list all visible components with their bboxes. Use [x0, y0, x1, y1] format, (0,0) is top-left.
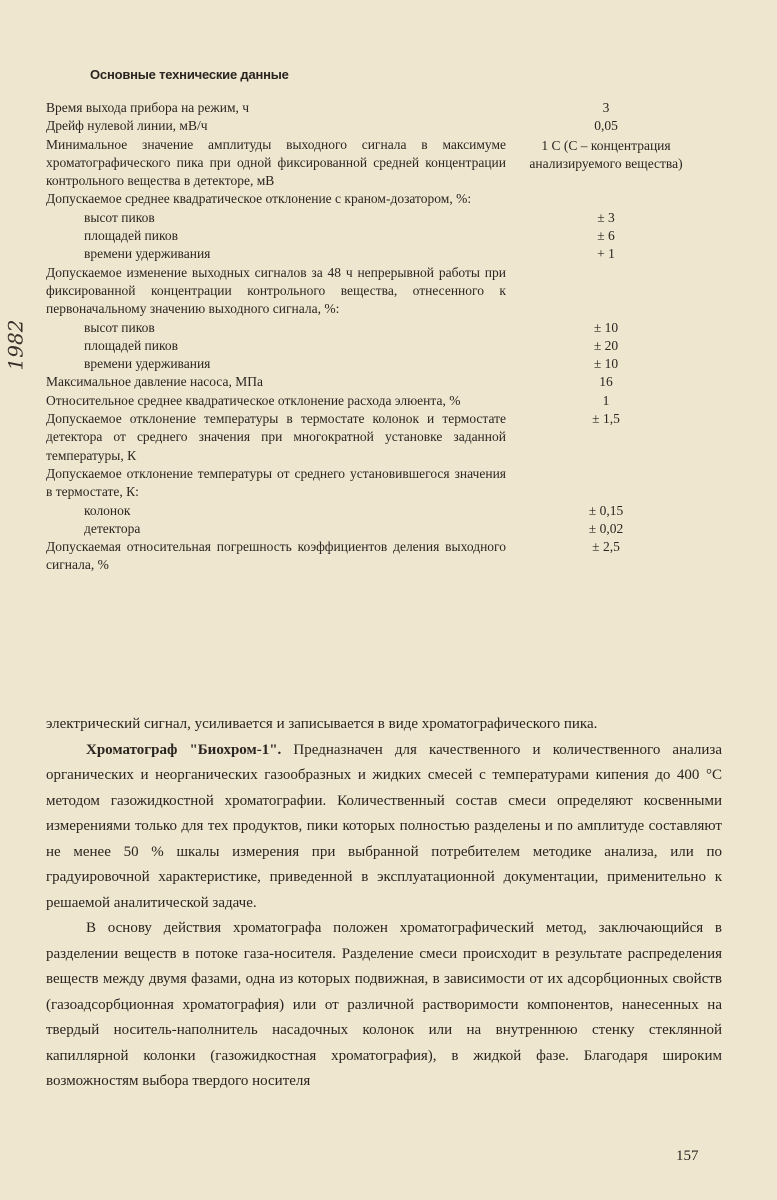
spec-row: [46, 209, 706, 227]
spec-label: Относительное среднее квадратическое отклонение расхода элюента, %: [46, 392, 461, 408]
spec-table: [46, 99, 706, 575]
spec-row: [46, 355, 706, 373]
spec-label: Допускаемое среднее квадратическое отклонение с краном-дозатором, %:: [46, 191, 472, 207]
spec-value: [506, 190, 706, 208]
spec-row: [46, 264, 706, 319]
spec-label: Минимальное значение амплитуды выходного сигнала в максимуме хроматографического пика при одной фиксированной средней концентрации контрольного вещества в детекторе, мВ: [46, 136, 506, 189]
spec-value: 0,05: [594, 118, 618, 134]
spec-value: ± 20: [593, 337, 619, 353]
body-text: [46, 712, 722, 1095]
spec-label: высот пиков: [84, 319, 155, 335]
spec-value: 1: [602, 392, 610, 408]
spec-row: [46, 245, 706, 263]
spec-label: времени удерживания: [84, 356, 211, 372]
spec-row: [46, 502, 706, 520]
margin-note-text: 1982: [3, 319, 27, 371]
spec-label: Допускаемое отклонение температуры в термостате колонок и термостате детектора от среднего значения при многократной установке заданной температуры, К: [46, 411, 506, 463]
spec-value: 1 С (С – концентрация анализируемого вещества): [529, 137, 683, 171]
spec-value: [506, 465, 706, 502]
spec-value: ± 6: [597, 228, 615, 244]
handwritten-margin-note: [2, 300, 28, 390]
spec-value: ± 10: [593, 319, 619, 335]
spec-value: 3: [602, 100, 610, 115]
spec-value: 16: [599, 374, 613, 390]
spec-label: Максимальное давление насоса, МПа: [46, 374, 263, 390]
spec-value: ± 0,02: [588, 520, 624, 536]
spec-value: ± 0,15: [588, 502, 624, 518]
spec-value: ± 3: [597, 209, 615, 225]
spec-label: Допускаемое изменение выходных сигналов за 48 ч непрерывной работы при фиксированной концентрации контрольного вещества, отнесенного к первоначальному значению выходного сигнала, %:: [46, 264, 506, 317]
spec-value: ± 1,5: [592, 411, 620, 427]
spec-heading: Основные технические данные: [90, 67, 289, 82]
paragraph: электрический сигнал, усиливается и записывается в виде хроматографического пика.: [46, 716, 598, 732]
page-number: 157: [676, 1148, 699, 1164]
spec-label: колонок: [84, 502, 131, 518]
paragraph-text: Предназначен для качественного и количественного анализа органических и неорганических газообразных и жидких смесей с температурами кипения до 400 °С методом газожидкостной хроматографии. Количественный состав смеси определяют косвенными измерениями только для тех продуктов, пики которых полностью разделены и по амплитуде составляют не менее 50 % шкалы измерения при выбранной потребителем методике анализа, или по градуировочной характеристике, приведенной в эксплуатационной документации, применительно к решаемой аналитической задаче.: [46, 741, 723, 911]
spec-row: [46, 319, 706, 337]
spec-label: Допускаемая относительная погрешность коэффициентов деления выходного сигнала, %: [46, 539, 506, 573]
spec-value: ± 2,5: [592, 539, 620, 555]
spec-label: площадей пиков: [84, 228, 179, 244]
spec-row: [46, 538, 706, 575]
paragraph: В основу действия хроматографа положен хроматографический метод, заключающийся в разделении веществ в потоке газа-носителя. Разделение смеси происходит в результате распределения веществ между двумя фазами, одна из которых подвижная, в зависимости от их адсорбционных свойств (газоадсорбционная хроматография) или от различной растворимости компонентов, нанесенных на твердый носитель-наполнитель насадочных колонок или на внутреннюю стенку стеклянной капиллярной колонки (газожидкостная хроматография), в жидкой фазе. Благодаря широким возможностям выбора твердого носителя: [46, 920, 722, 1089]
spec-label: высот пиков: [84, 209, 155, 225]
spec-label: Допускаемое отклонение температуры от среднего установившегося значения в термостате, К:: [46, 465, 506, 500]
spec-value: ± 10: [593, 356, 619, 372]
spec-row: [46, 373, 706, 391]
paragraph: [46, 738, 722, 917]
spec-row: [46, 227, 706, 245]
spec-row: [46, 337, 706, 355]
spec-row: [46, 117, 706, 135]
spec-row: [46, 99, 706, 117]
spec-row: [46, 465, 706, 502]
spec-label: детектора: [84, 520, 141, 536]
spec-label: Дрейф нулевой линии, мВ/ч: [46, 118, 208, 134]
spec-label: площадей пиков: [84, 337, 179, 353]
spec-row: [46, 392, 706, 410]
spec-row: [46, 520, 706, 538]
spec-label: времени удерживания: [84, 246, 211, 262]
spec-row: [46, 136, 706, 191]
spec-label: Время выхода прибора на режим, ч: [46, 100, 250, 115]
paragraph-heading: Хроматограф "Биохром-1".: [86, 741, 282, 758]
spec-row: [46, 190, 706, 208]
spec-value: + 1: [597, 246, 615, 262]
spec-value: [506, 264, 706, 319]
spec-row: [46, 410, 706, 465]
